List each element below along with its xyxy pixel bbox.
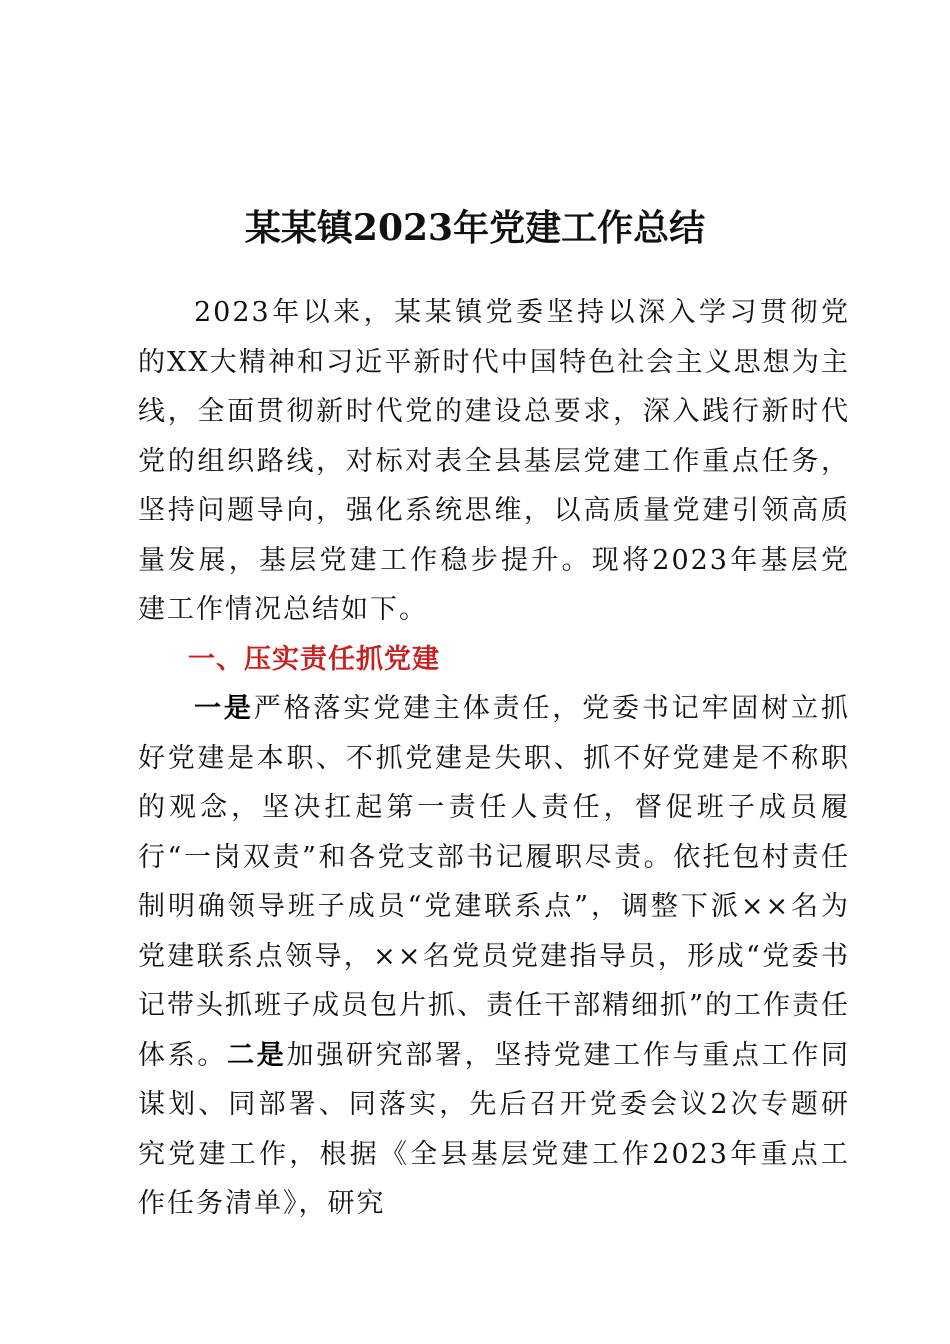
lead-marker-2: 二是: [227, 1039, 287, 1071]
document-body: [138, 288, 850, 1229]
intro-paragraph: 2023年以来，某某镇党委坚持以深入学习贯彻党的XX大精神和习近平新时代中国特色社会主义思想为主线，全面贯彻新时代党的建设总要求，深入践行新时代党的组织路线，对标对表全县基层党建工作重点任务，坚持问题导向，强化系统思维，以高质量党建引领高质量发展，基层党建工作稳步提升。现将2023年基层党建工作情况总结如下。: [138, 297, 850, 625]
lead-marker-1: 一是: [194, 693, 254, 724]
section-paragraph: [138, 684, 850, 1229]
section-text-1: 严格落实党建主体责任，党委书记牢固树立抓好党建是本职、不抓党建是失职、抓不好党建是不称职的观念，坚决扛起第一责任人责任，督促班子成员履行“一岗双责”和各党支部书记履职尽责。依托包村责任制明确领导班子成员“党建联系点”，调整下派××名为党建联系点领导，××名党员党建指导员，形成“党委书记带头抓班子成员包片抓、责任干部精细抓”的工作责任体系。: [138, 693, 851, 1071]
section-heading: 一、压实责任抓党建: [188, 643, 440, 675]
section-text-2: 加强研究部署，坚持党建工作与重点工作同谋划、同部署、同落实，先后召开党委会议2次专题研究党建工作，根据《全县基层党建工作2023年重点工作任务清单》，研究: [138, 1039, 851, 1219]
document-title: 某某镇2023年党建工作总结: [244, 207, 706, 249]
